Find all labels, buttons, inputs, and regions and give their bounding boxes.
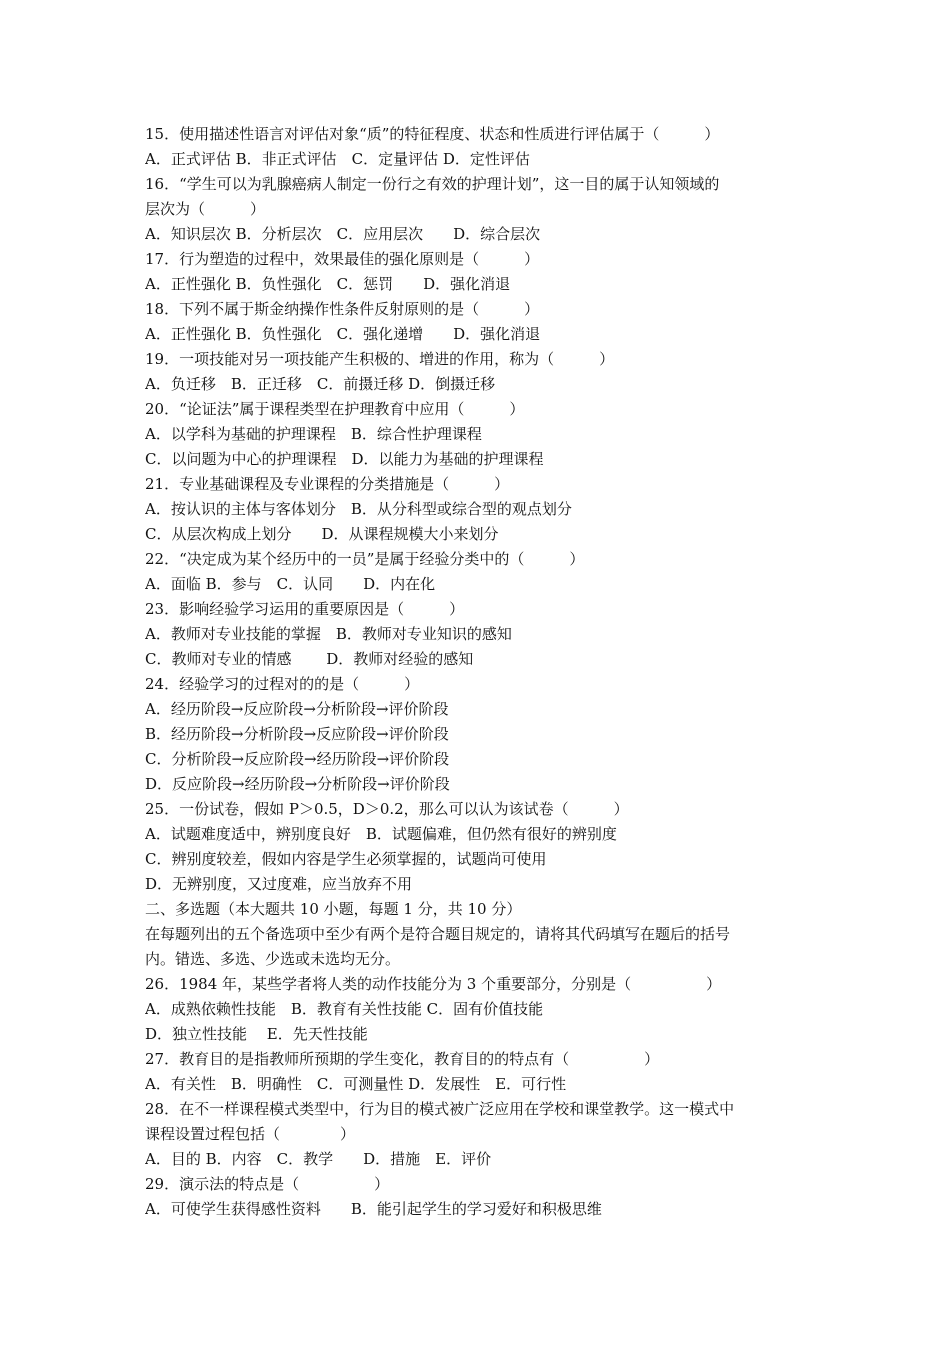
question-28-options: A．目的 B．内容 C．教学 D．措施 E．评价 xyxy=(145,1150,492,1168)
question-22-stem: 22．“决定成为某个经历中的一员”是属于经验分类中的（ ） xyxy=(145,550,585,568)
question-25-option-c: C．辨别度较差，假如内容是学生必须掌握的，试题尚可使用 xyxy=(145,850,547,868)
question-21-options-ab: A．按认识的主体与客体划分 B．从分科型或综合型的观点划分 xyxy=(145,500,572,518)
question-28-stem-cont: 课程设置过程包括（ ） xyxy=(145,1125,356,1143)
question-19-options: A．负迁移 B．正迁移 C．前摄迁移 D．倒摄迁移 xyxy=(145,375,496,393)
question-25-stem: 25．一份试卷，假如 P＞0.5，D＞0.2，那么可以认为该试卷（ ） xyxy=(145,800,629,818)
question-27-stem: 27．教育目的是指教师所预期的学生变化，教育目的的特点有（ ） xyxy=(145,1050,660,1068)
question-18-stem: 18．下列不属于斯金纳操作性条件反射原则的是（ ） xyxy=(145,300,540,318)
question-22-options: A．面临 B．参与 C．认同 D．内在化 xyxy=(145,575,436,593)
question-15-options: A．正式评估 B．非正式评估 C．定量评估 D．定性评估 xyxy=(145,150,530,168)
question-29-stem: 29．演示法的特点是（ ） xyxy=(145,1175,390,1193)
question-29-options-ab: A．可使学生获得感性资料 B．能引起学生的学习爱好和积极思维 xyxy=(145,1200,602,1218)
question-20-options-cd: C．以问题为中心的护理课程 D．以能力为基础的护理课程 xyxy=(145,450,544,468)
question-24-option-b: B．经历阶段→分析阶段→反应阶段→评价阶段 xyxy=(145,725,449,743)
question-26-options-de: D．独立性技能 E．先天性技能 xyxy=(145,1025,368,1043)
question-21-stem: 21．专业基础课程及专业课程的分类措施是（ ） xyxy=(145,475,510,493)
exam-text-body xyxy=(145,122,815,1222)
question-20-stem: 20．“论证法”属于课程类型在护理教育中应用（ ） xyxy=(145,400,525,418)
question-26-stem: 26．1984 年，某些学者将人类的动作技能分为 3 个重要部分，分别是（ ） xyxy=(145,975,722,993)
question-23-stem: 23．影响经验学习运用的重要原因是（ ） xyxy=(145,600,465,618)
question-23-options-cd: C．教师对专业的情感 D．教师对经验的感知 xyxy=(145,650,474,668)
question-28-stem: 28．在不一样课程模式类型中，行为目的模式被广泛应用在学校和课堂教学。这一模式中 xyxy=(145,1100,735,1118)
question-15-stem: 15．使用描述性语言对评估对象“质”的特征程度、状态和性质进行评估属于（ ） xyxy=(145,125,720,143)
question-16-options: A．知识层次 B．分析层次 C．应用层次 D．综合层次 xyxy=(145,225,541,243)
question-25-option-d: D．无辨别度，又过度难，应当放弃不用 xyxy=(145,875,413,893)
question-23-options-ab: A．教师对专业技能的掌握 B．教师对专业知识的感知 xyxy=(145,625,512,643)
question-21-options-cd: C．从层次构成上划分 D．从课程规模大小来划分 xyxy=(145,525,499,543)
question-17-options: A．正性强化 B．负性强化 C．惩罚 D．强化消退 xyxy=(145,275,511,293)
question-18-options: A．正性强化 B．负性强化 C．强化递增 D．强化消退 xyxy=(145,325,541,343)
question-24-option-a: A．经历阶段→反应阶段→分析阶段→评价阶段 xyxy=(145,700,449,718)
question-19-stem: 19．一项技能对另一项技能产生积极的、增进的作用，称为（ ） xyxy=(145,350,615,368)
question-24-stem: 24．经验学习的过程对的的是（ ） xyxy=(145,675,420,693)
question-27-options: A．有关性 B．明确性 C．可测量性 D．发展性 E．可行性 xyxy=(145,1075,567,1093)
question-17-stem: 17．行为塑造的过程中，效果最佳的强化原则是（ ） xyxy=(145,250,540,268)
question-20-options-ab: A．以学科为基础的护理课程 B．综合性护理课程 xyxy=(145,425,482,443)
question-26-options-abc: A．成熟依赖性技能 B．教育有关性技能 C．固有价值技能 xyxy=(145,1000,544,1018)
section-heading-multiple-choice: 二、多选题（本大题共 10 小题，每题 1 分，共 10 分） xyxy=(145,900,522,918)
section-instructions: 在每题列出的五个备选项中至少有两个是符合题目规定的，请将其代码填写在题后的括号 xyxy=(145,925,731,943)
question-16-stem-cont: 层次为（ ） xyxy=(145,200,266,218)
question-16-stem: 16．“学生可以为乳腺癌病人制定一份行之有效的护理计划”，这一目的属于认知领域的 xyxy=(145,175,720,193)
question-25-options-ab: A．试题难度适中，辨别度良好 B．试题偏难，但仍然有很好的辨别度 xyxy=(145,825,617,843)
section-instructions-cont: 内。错选、多选、少选或未选均无分。 xyxy=(145,950,401,968)
question-24-option-d: D．反应阶段→经历阶段→分析阶段→评价阶段 xyxy=(145,775,450,793)
question-24-option-c: C．分析阶段→反应阶段→经历阶段→评价阶段 xyxy=(145,750,450,768)
